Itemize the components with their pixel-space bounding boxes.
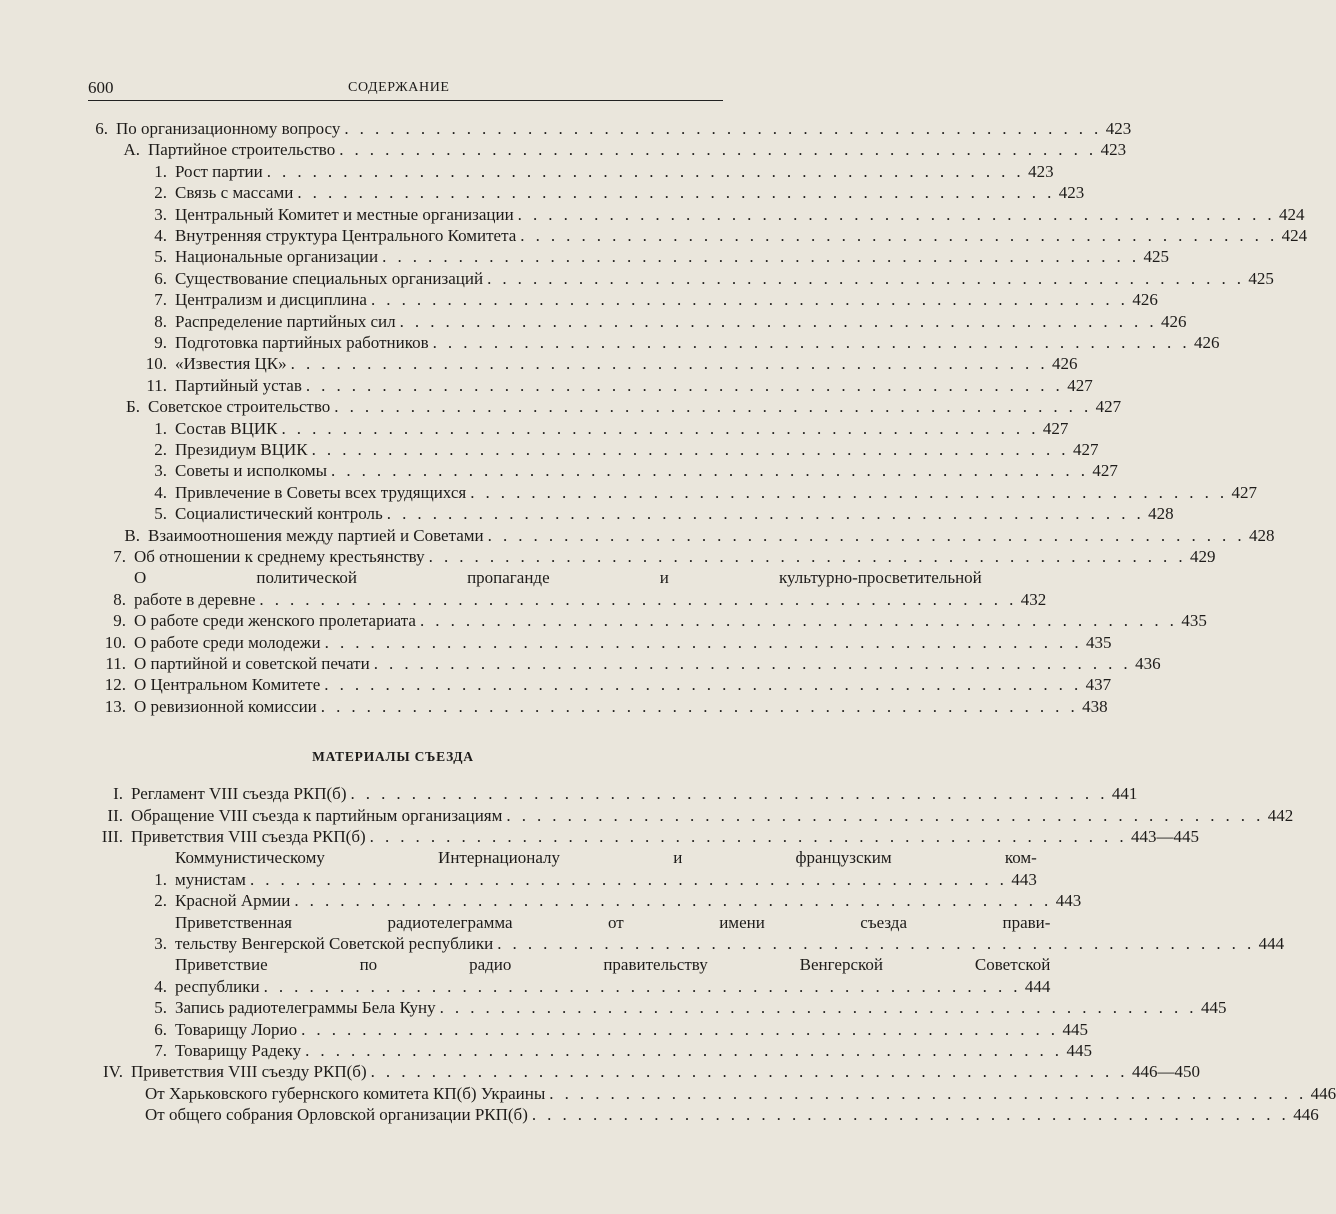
toc-entry-number: 4. bbox=[154, 225, 167, 245]
toc-entry-number: 7. bbox=[154, 290, 167, 310]
toc-entry-title: Партийный устав bbox=[175, 375, 302, 395]
leader-dots: . . . . . . . . . . . . . . . . . . . . . . . . . . . . . . . . . . . . . . . . . . . . . . . . . . bbox=[531, 1105, 1290, 1125]
toc-entry-number: 1. bbox=[154, 869, 167, 889]
toc-entry-wrap bbox=[175, 954, 1050, 997]
toc-entry bbox=[88, 161, 1054, 182]
toc-entry-continuation bbox=[175, 976, 1050, 997]
toc-entry bbox=[88, 696, 1108, 717]
toc-entry-number: 7. bbox=[113, 546, 126, 566]
toc-entry-title: Приветствие по радио правительству Венгерской Советской bbox=[175, 955, 1051, 975]
toc-entry-number: 4. bbox=[154, 976, 167, 996]
leader-dots: . . . . . . . . . . . . . . . . . . . . . . . . . . . . . . . . . . . . . . . . . . . . . . . . . . bbox=[487, 525, 1246, 545]
toc-entry-title: Подготовка партийных работников bbox=[175, 332, 429, 352]
toc-entry-page: 445 bbox=[1062, 1019, 1088, 1039]
toc-entry bbox=[88, 396, 1122, 417]
toc-entry bbox=[88, 826, 1200, 847]
toc-entry bbox=[88, 289, 1158, 310]
toc-entry-page: 426 bbox=[1193, 332, 1220, 352]
toc-entry bbox=[88, 118, 1132, 139]
toc-entry bbox=[88, 418, 1069, 439]
toc-entry bbox=[88, 182, 1085, 203]
toc-entry-title: Товарищу Лорио bbox=[175, 1019, 298, 1039]
leader-dots: . . . . . . . . . . . . . . . . . . . . . . . . . . . . . . . . . . . . . . . . . . . . . . . . . . bbox=[549, 1083, 1307, 1103]
toc-entry-title: О ревизионной комиссии bbox=[134, 696, 317, 716]
toc-entry-title: Об отношении к среднему крестьянству bbox=[134, 546, 425, 566]
toc-entry-page: 435 bbox=[1181, 611, 1207, 631]
leader-dots: . . . . . . . . . . . . . . . . . . . . . . . . . . . . . . . . . . . . . . . . . . . . . . . . . . bbox=[294, 891, 1052, 911]
toc-entry bbox=[88, 439, 1099, 460]
leader-dots: . . . . . . . . . . . . . . . . . . . . . . . . . . . . . . . . . . . . . . . . . . . . . . . . . . bbox=[428, 546, 1186, 566]
toc-entry-number: 6. bbox=[154, 268, 167, 288]
page-number: 600 bbox=[88, 78, 114, 97]
toc-entry-page: 446 bbox=[1310, 1083, 1336, 1103]
toc-entry-title: Обращение VIII съезда к партийным организациям bbox=[131, 805, 503, 825]
toc-entry bbox=[88, 460, 1118, 481]
toc-entry-page: 444 bbox=[1024, 976, 1051, 996]
leader-dots: . . . . . . . . . . . . . . . . . . . . . . . . . . . . . . . . . . . . . . . . . . . . . . . . . . bbox=[305, 375, 1064, 395]
leader-dots: . . . . . . . . . . . . . . . . . . . . . . . . . . . . . . . . . . . . . . . . . . . . . . . . . . bbox=[331, 461, 1089, 481]
leader-dots: . . . . . . . . . . . . . . . . . . . . . . . . . . . . . . . . . . . . . . . . . . . . . . . . . . bbox=[339, 140, 1097, 160]
toc-entry-title-continued: мунистам bbox=[175, 869, 246, 889]
leader-dots: . . . . . . . . . . . . . . . . . . . . . . . . . . . . . . . . . . . . . . . . . . . . . . . . . . bbox=[370, 1062, 1128, 1082]
toc-entry bbox=[88, 1083, 1336, 1104]
toc-entry-page: 425 bbox=[1248, 268, 1274, 288]
toc-entry-page: 438 bbox=[1082, 696, 1108, 716]
toc-entry-page: 432 bbox=[1020, 589, 1047, 609]
toc-entry-title: По организационному вопросу bbox=[116, 118, 341, 138]
toc-entry-title: От Харьковского губернского комитета КП(б) Украины bbox=[145, 1083, 546, 1103]
toc-entry-number: Б. bbox=[125, 397, 140, 417]
leader-dots: . . . . . . . . . . . . . . . . . . . . . . . . . . . . . . . . . . . . . . . . . . . . . . . . . . bbox=[470, 482, 1228, 502]
leader-dots: . . . . . . . . . . . . . . . . . . . . . . . . . . . . . . . . . . . . . . . . . . . . . . . . . . bbox=[249, 869, 1008, 889]
toc-entry-title: Распределение партийных сил bbox=[175, 311, 396, 331]
toc-entry-title: Связь с массами bbox=[175, 183, 294, 203]
toc-entry bbox=[88, 632, 1112, 653]
leader-dots: . . . . . . . . . . . . . . . . . . . . . . . . . . . . . . . . . . . . . . . . . . . . . . . . . . bbox=[487, 268, 1245, 288]
toc-entry-number: 11. bbox=[146, 375, 167, 395]
toc-entry-page: 446—450 bbox=[1131, 1062, 1200, 1082]
toc-entry-title: Привлечение в Советы всех трудящихся bbox=[175, 482, 467, 502]
toc-entry-title: Национальные организации bbox=[175, 247, 379, 267]
toc-entry bbox=[88, 783, 1138, 804]
toc-entry-page: 428 bbox=[1148, 504, 1174, 524]
toc-entry-page: 445 bbox=[1066, 1040, 1092, 1060]
leader-dots: . . . . . . . . . . . . . . . . . . . . . . . . . . . . . . . . . . . . . . . . . . . . . . . . . . bbox=[334, 397, 1092, 417]
toc-entry-wrap bbox=[134, 567, 1047, 610]
toc-entry-number: 2. bbox=[154, 891, 167, 911]
toc-entry-number: 10. bbox=[104, 632, 126, 652]
toc-entry-number: 8. bbox=[154, 311, 167, 331]
toc-entry-page: 428 bbox=[1249, 525, 1275, 545]
leader-dots: . . . . . . . . . . . . . . . . . . . . . . . . . . . . . . . . . . . . . . . . . . . . . . . . . . bbox=[370, 290, 1129, 310]
leader-dots: . . . . . . . . . . . . . . . . . . . . . . . . . . . . . . . . . . . . . . . . . . . . . . . . . . bbox=[297, 183, 1055, 203]
toc-entry-number: 9. bbox=[113, 611, 126, 631]
toc-entry-number: 9. bbox=[154, 332, 167, 352]
toc-entry bbox=[88, 268, 1274, 289]
leader-dots: . . . . . . . . . . . . . . . . . . . . . . . . . . . . . . . . . . . . . . . . . . . . . . . . . . bbox=[432, 332, 1190, 352]
toc-entry-title: Коммунистическому Интернационалу и французским ком- bbox=[175, 848, 1037, 868]
toc-entry-title: Централизм и дисциплина bbox=[175, 290, 367, 310]
toc-entry-number: 7. bbox=[154, 1040, 167, 1060]
leader-dots: . . . . . . . . . . . . . . . . . . . . . . . . . . . . . . . . . . . . . . . . . . . . . . . . . . bbox=[320, 696, 1079, 716]
toc-entry-title: Приветствия VIII съезду РКП(б) bbox=[131, 1062, 367, 1082]
toc-entry-title: О работе среди женского пролетариата bbox=[134, 611, 416, 631]
toc-entry-title: О политической пропаганде и культурно-просветительной bbox=[134, 568, 982, 588]
toc-entry bbox=[88, 997, 1227, 1018]
toc-entry-title-continued: работе в деревне bbox=[134, 589, 256, 609]
leader-dots: . . . . . . . . . . . . . . . . . . . . . . . . . . . . . . . . . . . . . . . . . . . . . . . . . . bbox=[281, 418, 1039, 438]
toc-entry bbox=[88, 139, 1127, 160]
toc-entry-page: 427 bbox=[1231, 482, 1258, 502]
toc-entry bbox=[88, 1040, 1092, 1061]
toc-entry bbox=[88, 503, 1174, 524]
toc-entry-page: 444 bbox=[1258, 933, 1285, 953]
toc-entry-number: 1. bbox=[154, 161, 167, 181]
toc-entry-number: 6. bbox=[154, 1019, 167, 1039]
toc-entry-page: 426 bbox=[1132, 290, 1158, 310]
toc-entry bbox=[88, 375, 1093, 396]
toc-entry-page: 427 bbox=[1072, 439, 1099, 459]
leader-dots: . . . . . . . . . . . . . . . . . . . . . . . . . . . . . . . . . . . . . . . . . . . . . . . . . . bbox=[301, 1019, 1059, 1039]
toc-entry-title: Социалистический контроль bbox=[175, 504, 383, 524]
toc-entry bbox=[88, 546, 1216, 567]
toc-entry-title: Красной Армии bbox=[175, 891, 291, 911]
toc-entry-number: 1. bbox=[154, 418, 167, 438]
leader-dots: . . . . . . . . . . . . . . . . . . . . . . . . . . . . . . . . . . . . . . . . . . . . . . . . . . bbox=[517, 204, 1276, 224]
toc-entry-page: 436 bbox=[1135, 653, 1161, 673]
toc-entry bbox=[88, 311, 1187, 332]
toc-entry-page: 423 bbox=[1058, 183, 1085, 203]
leader-dots: . . . . . . . . . . . . . . . . . . . . . . . . . . . . . . . . . . . . . . . . . . . . . . . . . . bbox=[266, 161, 1025, 181]
toc-entry-title: Рост партии bbox=[175, 161, 263, 181]
toc-entry bbox=[88, 653, 1161, 674]
leader-dots: . . . . . . . . . . . . . . . . . . . . . . . . . . . . . . . . . . . . . . . . . . . . . . . . . . bbox=[305, 1040, 1063, 1060]
toc-entry-title: Президиум ВЦИК bbox=[175, 439, 308, 459]
toc-entry-page: 443 bbox=[1055, 891, 1082, 911]
leader-dots: . . . . . . . . . . . . . . . . . . . . . . . . . . . . . . . . . . . . . . . . . . . . . . . . . . bbox=[324, 632, 1083, 652]
leader-dots: . . . . . . . . . . . . . . . . . . . . . . . . . . . . . . . . . . . . . . . . . . . . . . . . . . bbox=[382, 247, 1140, 267]
toc-entry-title: О работе среди молодежи bbox=[134, 632, 321, 652]
toc-entry-page: 429 bbox=[1190, 546, 1216, 566]
toc-entry-number: В. bbox=[124, 525, 140, 545]
toc-entry-number: 3. bbox=[154, 461, 167, 481]
toc-entry-page: 425 bbox=[1143, 247, 1169, 267]
toc-entry-number: 2. bbox=[154, 439, 167, 459]
toc-entry-title: Существование специальных организаций bbox=[175, 268, 484, 288]
leader-dots: . . . . . . . . . . . . . . . . . . . . . . . . . . . . . . . . . . . . . . . . . . . . . . . . . . bbox=[369, 826, 1128, 846]
toc-entry-page: 427 bbox=[1095, 397, 1122, 417]
toc-entry-page: 441 bbox=[1111, 784, 1138, 804]
toc-entry-title: От общего собрания Орловской организации РКП(б) bbox=[145, 1105, 528, 1125]
toc-entry bbox=[88, 225, 1308, 246]
running-title: СОДЕРЖАНИЕ bbox=[348, 80, 450, 95]
toc-entry-page: 423 bbox=[1100, 140, 1127, 160]
toc-entry bbox=[88, 954, 1051, 997]
toc-entry-page: 423 bbox=[1105, 118, 1132, 138]
toc-entry bbox=[88, 1019, 1088, 1040]
toc-entry-page: 442 bbox=[1267, 805, 1294, 825]
toc-entry-page: 435 bbox=[1086, 632, 1112, 652]
toc-entry-title: О партийной и советской печати bbox=[134, 653, 370, 673]
toc-entry-title: Запись радиотелеграммы Бела Куну bbox=[175, 998, 436, 1018]
toc-entry-page: 443—445 bbox=[1131, 826, 1200, 846]
toc-entry-title: Взаимоотношения между партией и Советами bbox=[148, 525, 484, 545]
section-heading: МАТЕРИАЛЫ СЪЕЗДА bbox=[312, 749, 474, 765]
toc-entry bbox=[88, 567, 1047, 610]
toc-entry-title: Приветственная радиотелеграмма от имени съезда прави- bbox=[175, 912, 1051, 932]
toc-entry-number: 13. bbox=[104, 696, 126, 716]
toc-entry-page: 427 bbox=[1067, 375, 1093, 395]
leader-dots: . . . . . . . . . . . . . . . . . . . . . . . . . . . . . . . . . . . . . . . . . . . . . . . . . . bbox=[344, 118, 1102, 138]
toc-entry bbox=[88, 482, 1258, 503]
toc-entry-title: Приветствия VIII съезда РКП(б) bbox=[131, 826, 366, 846]
toc-entry bbox=[88, 912, 1285, 955]
toc-entry-page: 426 bbox=[1052, 354, 1078, 374]
toc-entry-page: 423 bbox=[1028, 161, 1054, 181]
toc-entry bbox=[88, 332, 1220, 353]
leader-dots: . . . . . . . . . . . . . . . . . . . . . . . . . . . . . . . . . . . . . . . . . . . . . . . . . . bbox=[506, 805, 1264, 825]
toc-entry bbox=[88, 674, 1112, 695]
toc-entry bbox=[88, 246, 1169, 267]
toc-entry-number: 3. bbox=[154, 933, 167, 953]
toc-entry-number: 3. bbox=[154, 204, 167, 224]
toc-entry-page: 437 bbox=[1085, 675, 1112, 695]
toc-entry bbox=[88, 805, 1294, 826]
header-rule bbox=[88, 100, 723, 101]
leader-dots: . . . . . . . . . . . . . . . . . . . . . . . . . . . . . . . . . . . . . . . . . . . . . . . . . . bbox=[373, 653, 1132, 673]
toc-entry-title: Внутренняя структура Центрального Комитета bbox=[175, 225, 517, 245]
toc-entry-number: 5. bbox=[154, 504, 167, 524]
toc-entry-number: 5. bbox=[154, 247, 167, 267]
toc-entry-page: 443 bbox=[1011, 869, 1037, 889]
toc-entry-page: 426 bbox=[1160, 311, 1187, 331]
toc-entry-title: «Известия ЦК» bbox=[175, 354, 287, 374]
leader-dots: . . . . . . . . . . . . . . . . . . . . . . . . . . . . . . . . . . . . . . . . . . . . . . . . . . bbox=[290, 354, 1049, 374]
toc-entry-number: 2. bbox=[154, 183, 167, 203]
toc-entry-number: 11. bbox=[105, 653, 126, 673]
toc-entry-continuation bbox=[134, 589, 1047, 610]
toc-entry-title: Партийное строительство bbox=[148, 140, 336, 160]
toc-entry-number: А. bbox=[123, 140, 140, 160]
toc-entry-title: Регламент VIII съезда РКП(б) bbox=[131, 784, 347, 804]
toc-entry-wrap bbox=[175, 912, 1285, 955]
toc-entry bbox=[88, 1061, 1200, 1082]
toc-entry-title-continued: тельству Венгерской Советской республики bbox=[175, 933, 494, 953]
toc-entry-number: 5. bbox=[154, 998, 167, 1018]
toc-entry-number: IV. bbox=[103, 1062, 123, 1082]
toc-entry-wrap bbox=[175, 847, 1037, 890]
toc-entry-page: 424 bbox=[1279, 204, 1305, 224]
toc-entry-number: III. bbox=[101, 826, 123, 846]
toc-entry-number: I. bbox=[113, 784, 123, 804]
toc-entry-page: 445 bbox=[1200, 998, 1227, 1018]
toc-entry-continuation bbox=[175, 869, 1037, 890]
toc-entry-number: II. bbox=[107, 805, 123, 825]
toc-entry bbox=[88, 525, 1275, 546]
leader-dots: . . . . . . . . . . . . . . . . . . . . . . . . . . . . . . . . . . . . . . . . . . . . . . . . . . bbox=[263, 976, 1021, 996]
toc-entry-number: 10. bbox=[145, 354, 167, 374]
toc-entry bbox=[88, 610, 1207, 631]
toc-entry-title: О Центральном Комитете bbox=[134, 675, 321, 695]
toc-entry-page: 424 bbox=[1281, 225, 1308, 245]
toc-entry-title: Товарищу Радеку bbox=[175, 1040, 302, 1060]
toc-entry bbox=[88, 353, 1078, 374]
toc-entry-number: 4. bbox=[154, 482, 167, 502]
toc-entry bbox=[88, 204, 1305, 225]
toc-entry-page: 427 bbox=[1092, 461, 1118, 481]
leader-dots: . . . . . . . . . . . . . . . . . . . . . . . . . . . . . . . . . . . . . . . . . . . . . . . . . . bbox=[259, 589, 1017, 609]
toc-entry bbox=[88, 1104, 1319, 1125]
toc-entry-number: 8. bbox=[113, 589, 126, 609]
toc-entry bbox=[88, 847, 1037, 890]
toc-entry-page: 427 bbox=[1042, 418, 1069, 438]
leader-dots: . . . . . . . . . . . . . . . . . . . . . . . . . . . . . . . . . . . . . . . . . . . . . . . . . . bbox=[350, 784, 1108, 804]
leader-dots: . . . . . . . . . . . . . . . . . . . . . . . . . . . . . . . . . . . . . . . . . . . . . . . . . . bbox=[311, 439, 1069, 459]
leader-dots: . . . . . . . . . . . . . . . . . . . . . . . . . . . . . . . . . . . . . . . . . . . . . . . . . . bbox=[497, 933, 1255, 953]
leader-dots: . . . . . . . . . . . . . . . . . . . . . . . . . . . . . . . . . . . . . . . . . . . . . . . . . . bbox=[386, 504, 1145, 524]
toc-entry-title-continued: республики bbox=[175, 976, 260, 996]
toc-entry bbox=[88, 890, 1082, 911]
leader-dots: . . . . . . . . . . . . . . . . . . . . . . . . . . . . . . . . . . . . . . . . . . . . . . . . . . bbox=[419, 611, 1178, 631]
leader-dots: . . . . . . . . . . . . . . . . . . . . . . . . . . . . . . . . . . . . . . . . . . . . . . . . . . bbox=[399, 311, 1157, 331]
toc-entry-title: Состав ВЦИК bbox=[175, 418, 278, 438]
toc-entry-page: 446 bbox=[1293, 1105, 1319, 1125]
toc-entry-title: Центральный Комитет и местные организации bbox=[175, 204, 514, 224]
toc-entry-title: Советы и исполкомы bbox=[175, 461, 328, 481]
leader-dots: . . . . . . . . . . . . . . . . . . . . . . . . . . . . . . . . . . . . . . . . . . . . . . . . . . bbox=[520, 225, 1278, 245]
toc-entry-continuation bbox=[175, 933, 1285, 954]
toc-entry-number: 6. bbox=[95, 118, 108, 138]
leader-dots: . . . . . . . . . . . . . . . . . . . . . . . . . . . . . . . . . . . . . . . . . . . . . . . . . . bbox=[439, 998, 1197, 1018]
page-header bbox=[88, 76, 723, 102]
toc-entry-number: 12. bbox=[104, 675, 126, 695]
leader-dots: . . . . . . . . . . . . . . . . . . . . . . . . . . . . . . . . . . . . . . . . . . . . . . . . . . bbox=[324, 675, 1082, 695]
toc-entry-title: Советское строительство bbox=[148, 397, 331, 417]
